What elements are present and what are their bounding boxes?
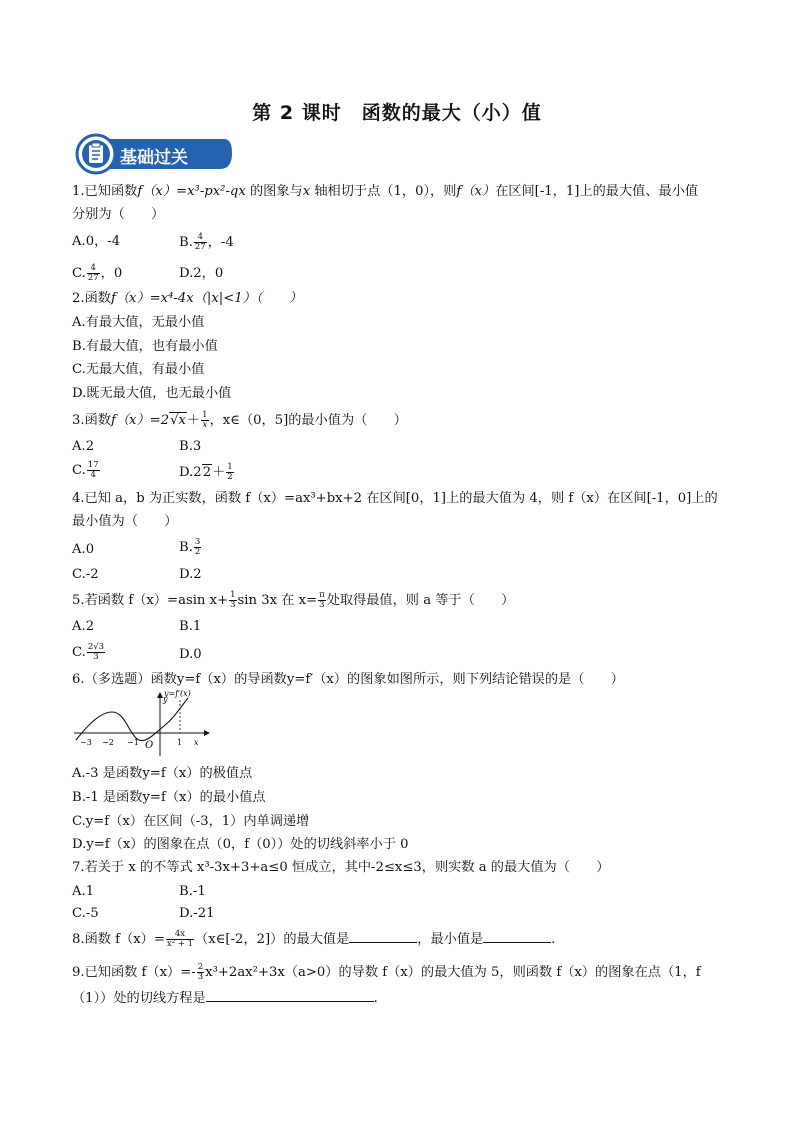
- q4-option-a: A.0: [72, 542, 95, 557]
- graph-tick-label: −3: [80, 738, 92, 747]
- derivative-graph: [72, 690, 212, 758]
- q8-min-blank[interactable]: [483, 929, 551, 943]
- q4-option-c: C.-2: [72, 567, 99, 582]
- q1-option-d: D.2，0: [179, 266, 224, 281]
- q1-option-a: A.0，-4: [72, 234, 121, 249]
- q2-option-c: C.无最大值，有最小值: [72, 362, 205, 377]
- q7-option-a: A.1: [72, 884, 95, 899]
- q7-option-d: D.-21: [179, 906, 215, 921]
- graph-origin-label: O: [145, 740, 154, 751]
- q9-stem-cont: （1））处的切线方程是 .: [72, 988, 378, 1008]
- q1-option-c: C. $\frac{4}{27}$ ，0: [72, 263, 123, 283]
- q5-option-d: D.0: [179, 647, 202, 662]
- q5-option-c: C. $\frac{2√3}{3}$: [72, 642, 105, 662]
- q9-answer-blank[interactable]: [206, 988, 374, 1002]
- q3-option-c: C. $\frac{17}{4}$: [72, 460, 99, 480]
- q3-option-a: A.2: [72, 439, 95, 454]
- q2-option-b: B.有最大值，也有最小值: [72, 339, 218, 354]
- q2-option-d: D.既无最大值，也无最小值: [72, 386, 232, 401]
- q1-stem: 1.已知函数f（x）=x³-px²-qx 的图象与x 轴相切于点（1，0），则f（x）在区间[-1，1]上的最大值、最小值: [72, 184, 699, 199]
- section-badge-label: 基础过关: [120, 148, 188, 168]
- q1-option-b: B. $\frac{4}{27}$ ，-4: [179, 232, 234, 252]
- q9-stem: 9.已知函数 f（x）=- $\frac{2}{3}$ x³+2ax²+3x（a>0）的导数 f（x）的最大值为 5，则函数 f（x）的图象在点（1，f: [72, 962, 701, 982]
- graph-x-label: x: [194, 738, 199, 747]
- q3-option-d: D.22＋ $\frac{1}{2}$: [179, 462, 233, 482]
- q1-stem-cont: 分别为（ ）: [72, 207, 165, 222]
- graph-func-label: y=f′(x): [164, 690, 191, 698]
- q2-stem: 2.函数f（x）=x⁴-4x（|x|<1）（ ）: [72, 291, 303, 306]
- q7-stem: 7.若关于 x 的不等式 x³-3x+3+a≤0 恒成立，其中-2≤x≤3，则实数 a 的最大值为（ ）: [72, 860, 610, 875]
- q6-option-d: D.y=f（x）的图象在点（0，f（0））处的切线斜率小于 0: [72, 837, 409, 852]
- q5-option-b: B.1: [179, 619, 202, 634]
- q4-stem: 4.已知 a，b 为正实数，函数 f（x）=ax³+bx+2 在区间[0，1]上的最大值为 4，则 f（x）在区间[-1，0]上的: [72, 491, 718, 506]
- q7-option-b: B.-1: [179, 884, 206, 899]
- page-title: 第 2 课时 函数的最大（小）值: [252, 102, 542, 124]
- graph-tick-label: 1: [177, 738, 183, 747]
- q6-option-b: B.-1 是函数y=f（x）的最小值点: [72, 790, 266, 805]
- q5-stem: 5.若函数 f（x）=asin x+ $\frac{1}{3}$ sin 3x 在 x= $\frac{\pi}{3}$ 处取得最值，则 a 等于（ ）: [72, 590, 515, 610]
- q7-option-c: C.-5: [72, 906, 99, 921]
- q5-option-a: A.2: [72, 619, 95, 634]
- q4-stem-cont: 最小值为（ ）: [72, 514, 178, 529]
- q6-option-a: A.-3 是函数y=f（x）的极值点: [72, 766, 253, 781]
- graph-tick-label: −1: [127, 738, 139, 747]
- q3-option-b: B.3: [179, 439, 202, 454]
- clipboard-icon: [89, 143, 103, 163]
- q2-option-a: A.有最大值，无最小值: [72, 315, 205, 330]
- q8-max-blank[interactable]: [349, 929, 417, 943]
- q3-stem: 3.函数f（x）=2√x＋ $\frac{1}{x}$ ，x∈（0，5]的最小值为（ ）: [72, 410, 407, 430]
- q8-stem: 8.函数 f（x）= $\frac{4x}{\text{x² + 1}}$ （x∈[-2，2]）的最大值是 ，最小值是 .: [72, 929, 556, 949]
- q4-option-d: D.2: [179, 567, 202, 582]
- q6-stem: 6.（多选题）函数y=f（x）的导函数y=f′（x）的图象如图所示，则下列结论错误的是（ ）: [72, 672, 624, 687]
- q6-option-c: C.y=f（x）在区间（-3，1）内单调递增: [72, 814, 310, 829]
- q4-option-b: B. $\frac{3}{2}$: [179, 537, 201, 557]
- graph-y-label: y: [163, 695, 168, 704]
- graph-tick-label: −2: [102, 738, 114, 747]
